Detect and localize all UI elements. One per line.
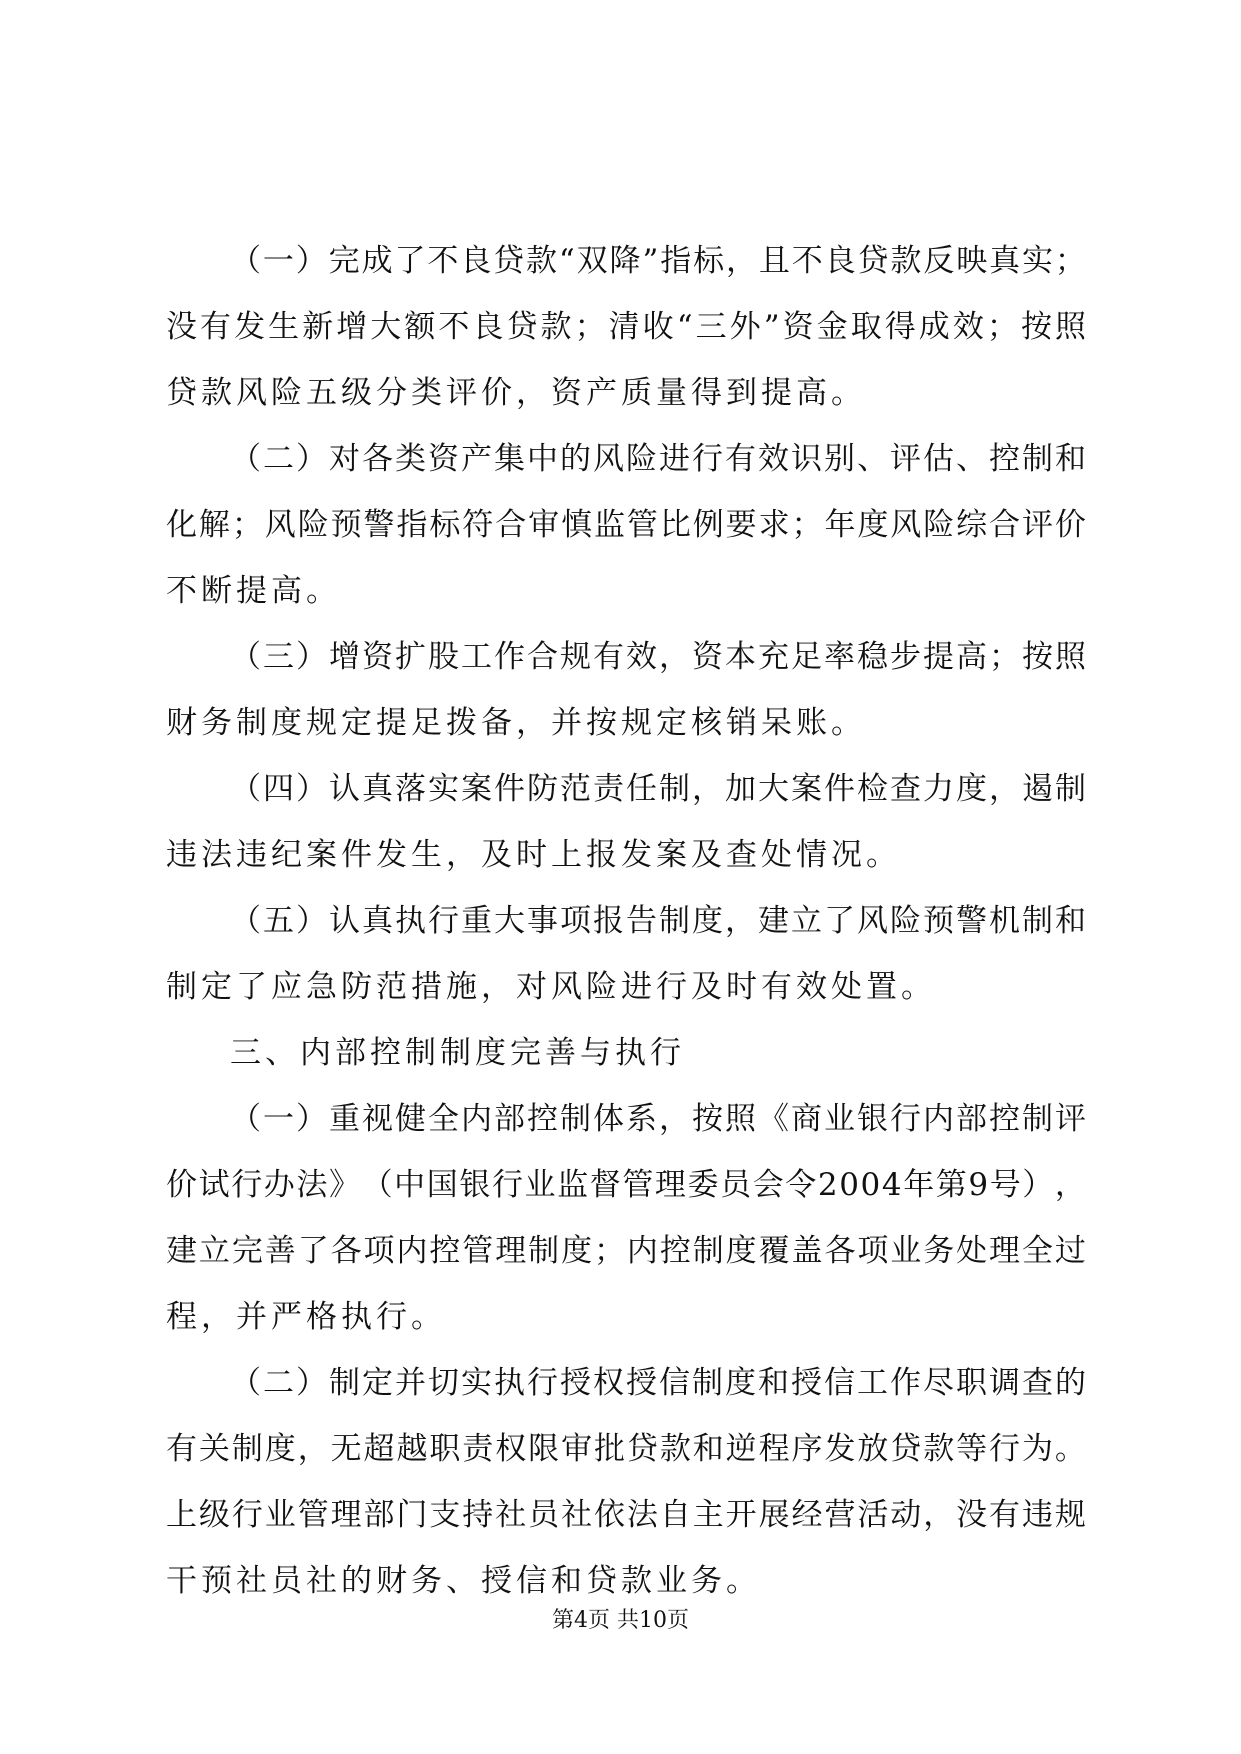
page-footer: 第4页 共10页 (552, 1608, 689, 1633)
paragraph (166, 426, 1086, 624)
text-line: 上 级 行 业 管 理 部 门 支 持 社 员 社 依 法 自 主 开 展 经 营 活 动 ， 没 有 违 规 (166, 1497, 1086, 1533)
text-line: （ 二 ） 对 各 类 资 产 集 中 的 风 险 进 行 有 效 识 别 、 评 估 、 控 制 和 (230, 441, 1086, 477)
text-line: 有 关 制 度 ， 无 超 越 职 责 权 限 审 批 贷 款 和 逆 程 序 发 放 贷 款 等 行 为 。 (166, 1431, 1086, 1467)
text-line: 干预社员社的财务、授信和贷款业务。 (166, 1563, 761, 1599)
text-line: 违法违纪案件发生，及时上报发案及查处情况。 (166, 837, 901, 873)
paragraph (166, 888, 1086, 1020)
text-line: （ 一 ） 完 成 了 不 良 贷 款 “ 双 降 ” 指 标 ， 且 不 良 贷 款 反 映 真 实 ； (230, 243, 1086, 279)
text-line: 财务制度规定提足拨备，并按规定核销呆账。 (166, 705, 866, 741)
text-line: 建 立 完 善 了 各 项 内 控 管 理 制 度 ； 内 控 制 度 覆 盖 各 项 业 务 处 理 全 过 (166, 1233, 1086, 1269)
paragraph (166, 228, 1086, 426)
text-line: 不断提高。 (166, 573, 341, 609)
text-line: 制定了应急防范措施，对风险进行及时有效处置。 (166, 969, 936, 1005)
paragraph (166, 1086, 1086, 1350)
text-line: 没 有 发 生 新 增 大 额 不 良 贷 款 ； 清 收 “ 三 外 ” 资 金 取 得 成 效 ； 按 照 (166, 309, 1086, 345)
text-line: 贷款风险五级分类评价，资产质量得到提高。 (166, 375, 866, 411)
document-body (166, 228, 1086, 1614)
text-line: （ 一 ） 重 视 健 全 内 部 控 制 体 系 ， 按 照 《 商 业 银 行 内 部 控 制 评 (230, 1101, 1086, 1137)
text-line: 三、内部控制制度完善与执行 (230, 1035, 685, 1071)
paragraph (166, 756, 1086, 888)
text-line: （ 二 ） 制 定 并 切 实 执 行 授 权 授 信 制 度 和 授 信 工 作 尽 职 调 查 的 (230, 1365, 1086, 1401)
paragraph (166, 624, 1086, 756)
section-heading (166, 1020, 1086, 1086)
text-line: （ 四 ） 认 真 落 实 案 件 防 范 责 任 制 ， 加 大 案 件 检 查 力 度 ， 遏 制 (230, 771, 1086, 807)
paragraph (166, 1350, 1086, 1614)
text-line: 化 解 ； 风 险 预 警 指 标 符 合 审 慎 监 管 比 例 要 求 ； 年 度 风 险 综 合 评 价 (166, 507, 1086, 543)
text-line: 程，并严格执行。 (166, 1299, 446, 1335)
text-line: 价 试 行 办 法 》 （ 中 国 银 行 业 监 督 管 理 委 员 会 令 2 0 0 4 年 第 9 号 ） ， (166, 1167, 1086, 1203)
text-line: （ 五 ） 认 真 执 行 重 大 事 项 报 告 制 度 ， 建 立 了 风 险 预 警 机 制 和 (230, 903, 1086, 939)
text-line: （ 三 ） 增 资 扩 股 工 作 合 规 有 效 ， 资 本 充 足 率 稳 步 提 高 ； 按 照 (230, 639, 1086, 675)
